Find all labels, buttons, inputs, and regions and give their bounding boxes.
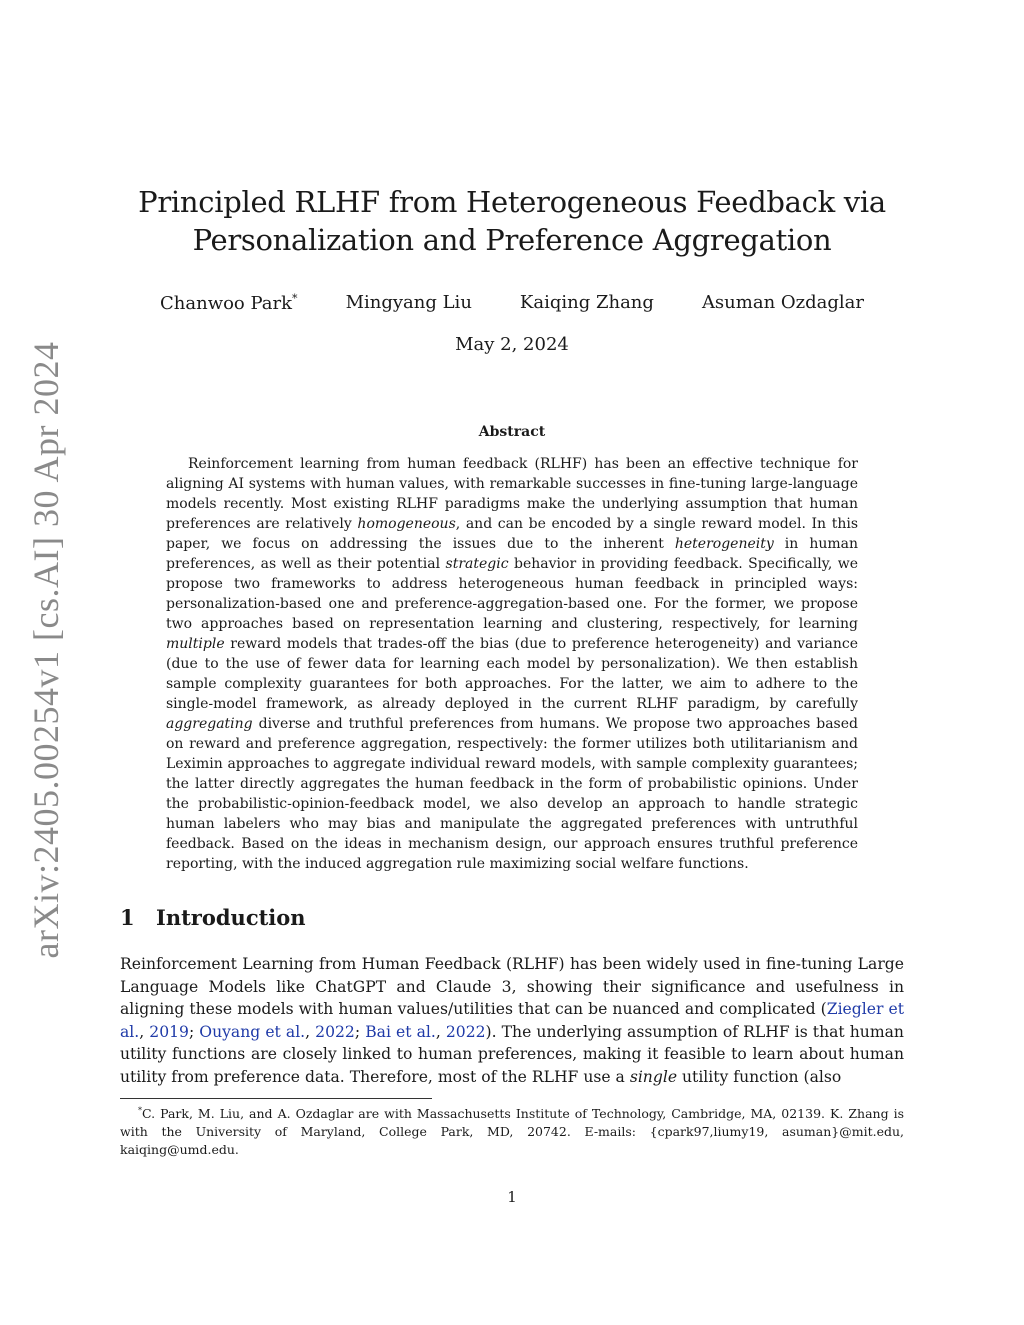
citation-link[interactable]: Bai et al. [365,1022,436,1041]
text-run: reward models that trades-off the bias (due to preference heterogeneity) and variance (due to the use of fewer data for learning each model by personalization). We then establish sample complexity guarantees for both approaches. For the latter, we aim to adhere to the single-model framework, as already deployed in the current RLHF paradigm, by carefully [166,636,858,712]
section-heading [120,905,306,930]
text-run: in human preferences, as well as their potential [166,536,858,572]
emphasis: multiple [166,636,225,652]
text-run: behavior in providing feedback. Specifically, we propose two frameworks to address heterogeneous human feedback in principled ways: personalization-based one and preference-aggregation-based one. For the former, we propose two approaches based on representation learning and clustering, respectively, for learning [166,556,858,632]
publication-date: May 2, 2024 [455,334,569,355]
citation-link[interactable]: Ouyang et al. [199,1022,306,1041]
author-list [120,292,904,314]
arxiv-identifier[interactable]: arXiv:2405.00254v1 [cs.AI] 30 Apr 2024 [26,341,66,959]
citation-link[interactable]: 2022 [315,1022,355,1041]
text-run: , [139,1022,150,1041]
footnote-mark: * [138,1106,142,1115]
text-run: diverse and truthful preferences from humans. We propose two approaches based on reward and preference aggregation, respectively: the former utilizes both utilitarianism and Leximin approaches to aggregate individual reward models, with sample complexity guarantees; the latter directly aggregates the human feedback in the form of probabilistic opinions. Under the probabilistic-opinion-feedback model, we also develop an approach to handle strategic human labelers who may bias and manipulate the aggregated preferences with untruthful feedback. Based on the ideas in mechanism design, our approach ensures truthful preference reporting, with the induced aggregation rule maximizing social welfare functions. [166,716,858,872]
text-run: , [305,1022,316,1041]
text-run: , [435,1022,446,1041]
author: Kaiqing Zhang [519,292,654,313]
footnote [120,1102,904,1159]
emphasis: single [629,1067,678,1086]
text-run: ; [354,1022,366,1041]
citation-link[interactable]: 2022 [445,1022,486,1041]
abstract-heading: Abstract [478,424,546,440]
emphasis: heterogeneity [674,536,774,552]
emphasis: homogeneous [357,516,456,532]
emphasis: aggregating [166,716,253,732]
page-number: 1 [507,1188,517,1206]
footnote-divider [120,1098,432,1099]
section-title: Introduction [156,905,306,930]
text-run: , and can be encoded by a single reward model. In this paper, we focus on addressing the issues due to the inherent [166,516,858,552]
arxiv-stamp [8,341,66,959]
text-run: ; [188,1022,200,1041]
section-number: 1 [120,905,135,930]
citation-link[interactable]: 2019 [149,1022,189,1041]
text-run: utility function (also [677,1067,842,1086]
abstract-text [166,454,858,874]
author: Chanwoo Park* [160,292,298,314]
footnote-text: C. Park, M. Liu, and A. Ozdaglar are with Massachusetts Institute of Technology, Cambridge, MA, 02139. K. Zhang is with the University of Maryland, College Park, MD, 20742. E-mails: {cpark97,liumy19, asuman}@mit.edu, kaiqing@umd.edu. [120,1106,904,1158]
text-run: ). The underlying assumption of RLHF is that human utility functions are closely linked to human preferences, making it feasible to learn about human utility from preference data. Therefore, most of the RLHF use a [120,1022,904,1086]
author: Asuman Ozdaglar [701,292,864,313]
author: Mingyang Liu [345,292,472,313]
introduction-text [120,953,904,1088]
citation-link[interactable]: Ziegler et al. [120,1000,904,1041]
emphasis: strategic [445,556,509,572]
paper-title: Principled RLHF from Heterogeneous Feedback via Personalization and Preference Aggregation [138,185,886,257]
text-run: Reinforcement learning from human feedback (RLHF) has been an effective technique for aligning AI systems with human values, with remarkable successes in fine-tuning large-language models recently. Most existing RLHF paradigms make the underlying assumption that human preferences are relatively [166,456,858,532]
text-run: Reinforcement Learning from Human Feedback (RLHF) has been widely used in fine-tuning Large Language Models like ChatGPT and Claude 3, showing their significance and usefulness in aligning these models with human values/utilities that can be nuanced and complicated ( [120,955,904,1018]
